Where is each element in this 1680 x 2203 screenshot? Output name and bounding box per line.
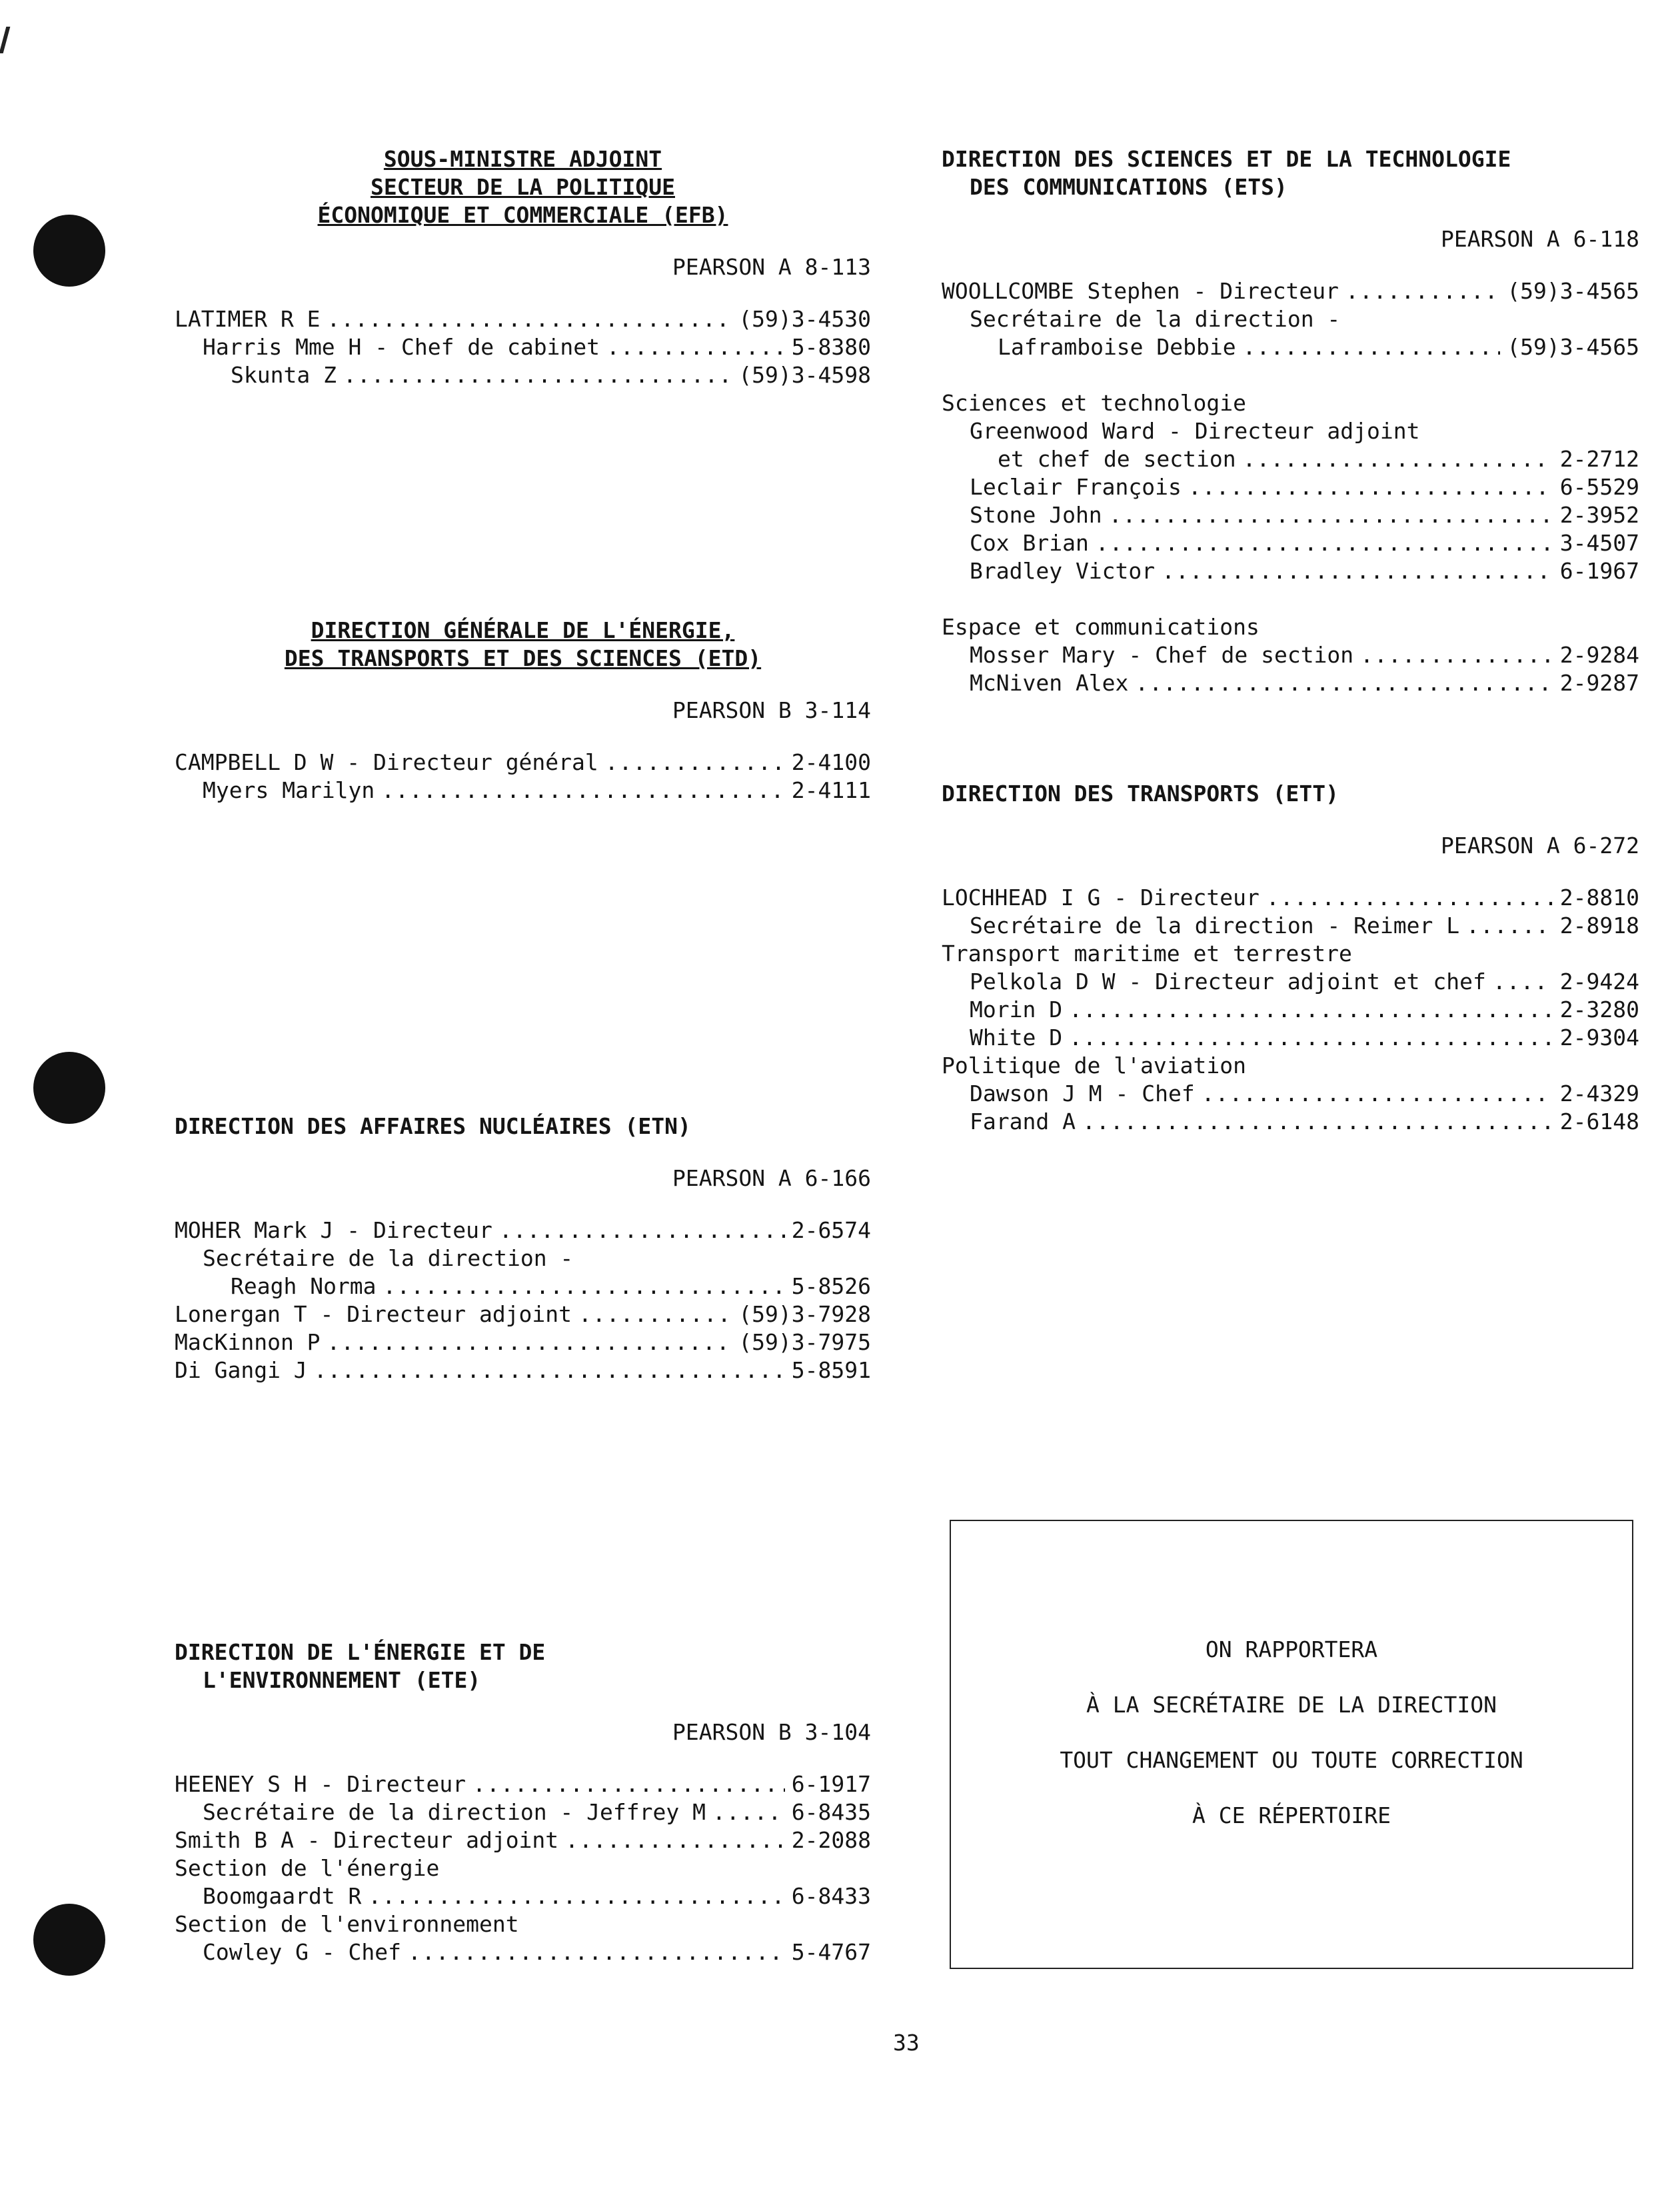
directory-entry: HEENEY S H - Directeur ..... 6-1917 — [175, 1770, 871, 1798]
directory-entry: CAMPBELL D W - Directeur général ..... 2-4100 — [175, 749, 871, 777]
phone-number: (59)3-7928 — [738, 1301, 871, 1327]
phone-number: 5-8591 — [791, 1357, 871, 1383]
phone-number: 2-3952 — [1559, 502, 1639, 528]
phone-number: (59)3-4565 — [1507, 334, 1639, 360]
directory-subheading: Section de l'énergie — [175, 1855, 440, 1881]
directory-entry: WOOLLCOMBE Stephen - Directeur ..... (59)3-4565 — [942, 277, 1639, 305]
phone-number: 2-9284 — [1559, 642, 1639, 668]
scan-mark — [0, 27, 10, 53]
phone-number: 6-5529 — [1559, 474, 1639, 500]
phone-number: (59)3-4530 — [738, 306, 871, 332]
phone-number: 5-8526 — [791, 1273, 871, 1299]
phone-number: (59)3-4598 — [738, 362, 871, 388]
directory-entry: Bradley Victor ..... 6-1967 — [942, 557, 1639, 585]
entry-list — [942, 277, 1639, 697]
group-heading: Transport maritime et terrestre — [942, 941, 1352, 967]
office-location: PEARSON A 8-113 — [672, 254, 871, 280]
directory-entry: Harris Mme H - Chef de cabinet ..... 5-8380 — [175, 333, 871, 361]
phone-number: 2-4329 — [1559, 1081, 1639, 1106]
section-etd — [175, 617, 871, 805]
section-title-line: DIRECTION DE L'ÉNERGIE ET DE — [175, 1639, 546, 1665]
phone-number: 2-9424 — [1559, 969, 1639, 995]
directory-entry: Dawson J M - Chef ..... 2-4329 — [942, 1080, 1639, 1108]
phone-number: 6-8435 — [791, 1799, 871, 1825]
directory-entry: Lonergan T - Directeur adjoint ..... (59)3-7928 — [175, 1300, 871, 1328]
directory-subheading: Secrétaire de la direction - — [970, 306, 1341, 332]
directory-entry: Pelkola D W - Directeur adjoint et chef ..... 2-9424 — [942, 968, 1639, 996]
phone-number: 6-1967 — [1559, 558, 1639, 584]
entry-list — [175, 1216, 871, 1384]
directory-subheading: Section de l'environnement — [175, 1911, 519, 1937]
notice-line: À LA SECRÉTAIRE DE LA DIRECTION — [1086, 1692, 1497, 1718]
notice-line: ON RAPPORTERA — [1205, 1636, 1378, 1662]
phone-number: 2-4100 — [791, 749, 871, 775]
section-etn — [175, 1112, 871, 1384]
office-location: PEARSON B 3-104 — [672, 1719, 871, 1745]
notice-line: À CE RÉPERTOIRE — [1192, 1802, 1391, 1828]
office-location: PEARSON A 6-166 — [672, 1165, 871, 1191]
phone-number: 5-8380 — [791, 334, 871, 360]
directory-entry: et chef de section ..... 2-2712 — [942, 445, 1639, 473]
directory-entry: Laframboise Debbie ..... (59)3-4565 — [942, 333, 1639, 361]
punch-hole-bottom — [33, 1904, 105, 1976]
directory-entry: Morin D ..... 2-3280 — [942, 996, 1639, 1024]
section-ete — [175, 1638, 871, 1966]
directory-entry: Skunta Z ..... (59)3-4598 — [175, 361, 871, 389]
directory-entry: Myers Marilyn ..... 2-4111 — [175, 777, 871, 805]
office-location: PEARSON A 6-118 — [1440, 226, 1639, 252]
office-location: PEARSON B 3-114 — [672, 697, 871, 723]
phone-number: 2-2088 — [791, 1827, 871, 1853]
directory-entry: Di Gangi J ..... 5-8591 — [175, 1356, 871, 1384]
correction-notice-box — [950, 1520, 1633, 1969]
directory-entry: White D ..... 2-9304 — [942, 1024, 1639, 1052]
directory-entry: Cowley G - Chef ..... 5-4767 — [175, 1938, 871, 1966]
phone-number: 6-8433 — [791, 1883, 871, 1909]
phone-number: 6-1917 — [791, 1771, 871, 1797]
section-title-line: DES TRANSPORTS ET DES SCIENCES (ETD) — [284, 645, 762, 671]
directory-entry: Mosser Mary - Chef de section ..... 2-9284 — [942, 641, 1639, 669]
directory-entry: MacKinnon P ..... (59)3-7975 — [175, 1328, 871, 1356]
entry-list — [942, 884, 1639, 1136]
phone-number: (59)3-4565 — [1507, 278, 1639, 304]
directory-entry: Boomgaardt R ..... 6-8433 — [175, 1882, 871, 1910]
section-title-line: SOUS-MINISTRE ADJOINT — [383, 146, 662, 172]
group-heading: Espace et communications — [942, 614, 1260, 640]
entry-list — [175, 749, 871, 805]
phone-number: 2-2712 — [1559, 446, 1639, 472]
section-title-line: DIRECTION DES SCIENCES ET DE LA TECHNOLOGIE — [942, 146, 1511, 172]
punch-hole-top — [33, 215, 105, 287]
phone-number: 2-8810 — [1559, 885, 1639, 911]
section-title: DIRECTION DES TRANSPORTS (ETT) — [942, 781, 1339, 807]
phone-number: 2-9287 — [1559, 670, 1639, 696]
section-title-line: SECTEUR DE LA POLITIQUE — [371, 174, 675, 200]
phone-number: 2-4111 — [791, 777, 871, 803]
section-ett — [942, 780, 1639, 1136]
directory-entry: Farand A ..... 2-6148 — [942, 1108, 1639, 1136]
directory-subheading: Greenwood Ward - Directeur adjoint — [970, 418, 1420, 444]
directory-entry: Secrétaire de la direction - Jeffrey M ..... 6-8435 — [175, 1798, 871, 1826]
notice-line: TOUT CHANGEMENT OU TOUTE CORRECTION — [1060, 1747, 1523, 1773]
directory-entry: MOHER Mark J - Directeur ..... 2-6574 — [175, 1216, 871, 1244]
section-title-line: ÉCONOMIQUE ET COMMERCIALE (EFB) — [317, 202, 728, 228]
phone-number: 2-3280 — [1559, 997, 1639, 1023]
directory-entry: Reagh Norma ..... 5-8526 — [175, 1272, 871, 1300]
entry-list — [175, 1770, 871, 1966]
section-title-line: DES COMMUNICATIONS (ETS) — [970, 174, 1287, 200]
directory-entry: McNiven Alex ..... 2-9287 — [942, 669, 1639, 697]
section-ets — [942, 145, 1639, 697]
directory-entry: Smith B A - Directeur adjoint ..... 2-2088 — [175, 1826, 871, 1854]
phone-number: (59)3-7975 — [738, 1329, 871, 1355]
phone-number: 2-9304 — [1559, 1025, 1639, 1051]
phone-number: 3-4507 — [1559, 530, 1639, 556]
directory-entry: Secrétaire de la direction - Reimer L ..... 2-8918 — [942, 912, 1639, 940]
section-title-line: L'ENVIRONNEMENT (ETE) — [203, 1667, 481, 1693]
group-heading: Sciences et technologie — [942, 390, 1246, 416]
page-number: 33 — [893, 2030, 920, 2056]
directory-entry: Cox Brian ..... 3-4507 — [942, 529, 1639, 557]
section-title: DIRECTION DES AFFAIRES NUCLÉAIRES (ETN) — [175, 1113, 691, 1139]
office-location: PEARSON A 6-272 — [1440, 833, 1639, 859]
entry-list — [175, 305, 871, 389]
section-efb — [175, 145, 871, 389]
punch-hole-middle — [33, 1052, 105, 1124]
directory-entry: LATIMER R E ..... (59)3-4530 — [175, 305, 871, 333]
phone-number: 2-6148 — [1559, 1108, 1639, 1134]
phone-number: 5-4767 — [791, 1939, 871, 1965]
section-title-line: DIRECTION GÉNÉRALE DE L'ÉNERGIE, — [311, 617, 735, 643]
directory-entry: Leclair François ..... 6-5529 — [942, 473, 1639, 501]
phone-number: 2-6574 — [791, 1217, 871, 1243]
directory-entry: LOCHHEAD I G - Directeur ..... 2-8810 — [942, 884, 1639, 912]
directory-entry: Stone John ..... 2-3952 — [942, 501, 1639, 529]
phone-number: 2-8918 — [1559, 913, 1639, 939]
group-heading: Politique de l'aviation — [942, 1053, 1246, 1079]
directory-subheading: Secrétaire de la direction - — [203, 1245, 574, 1271]
